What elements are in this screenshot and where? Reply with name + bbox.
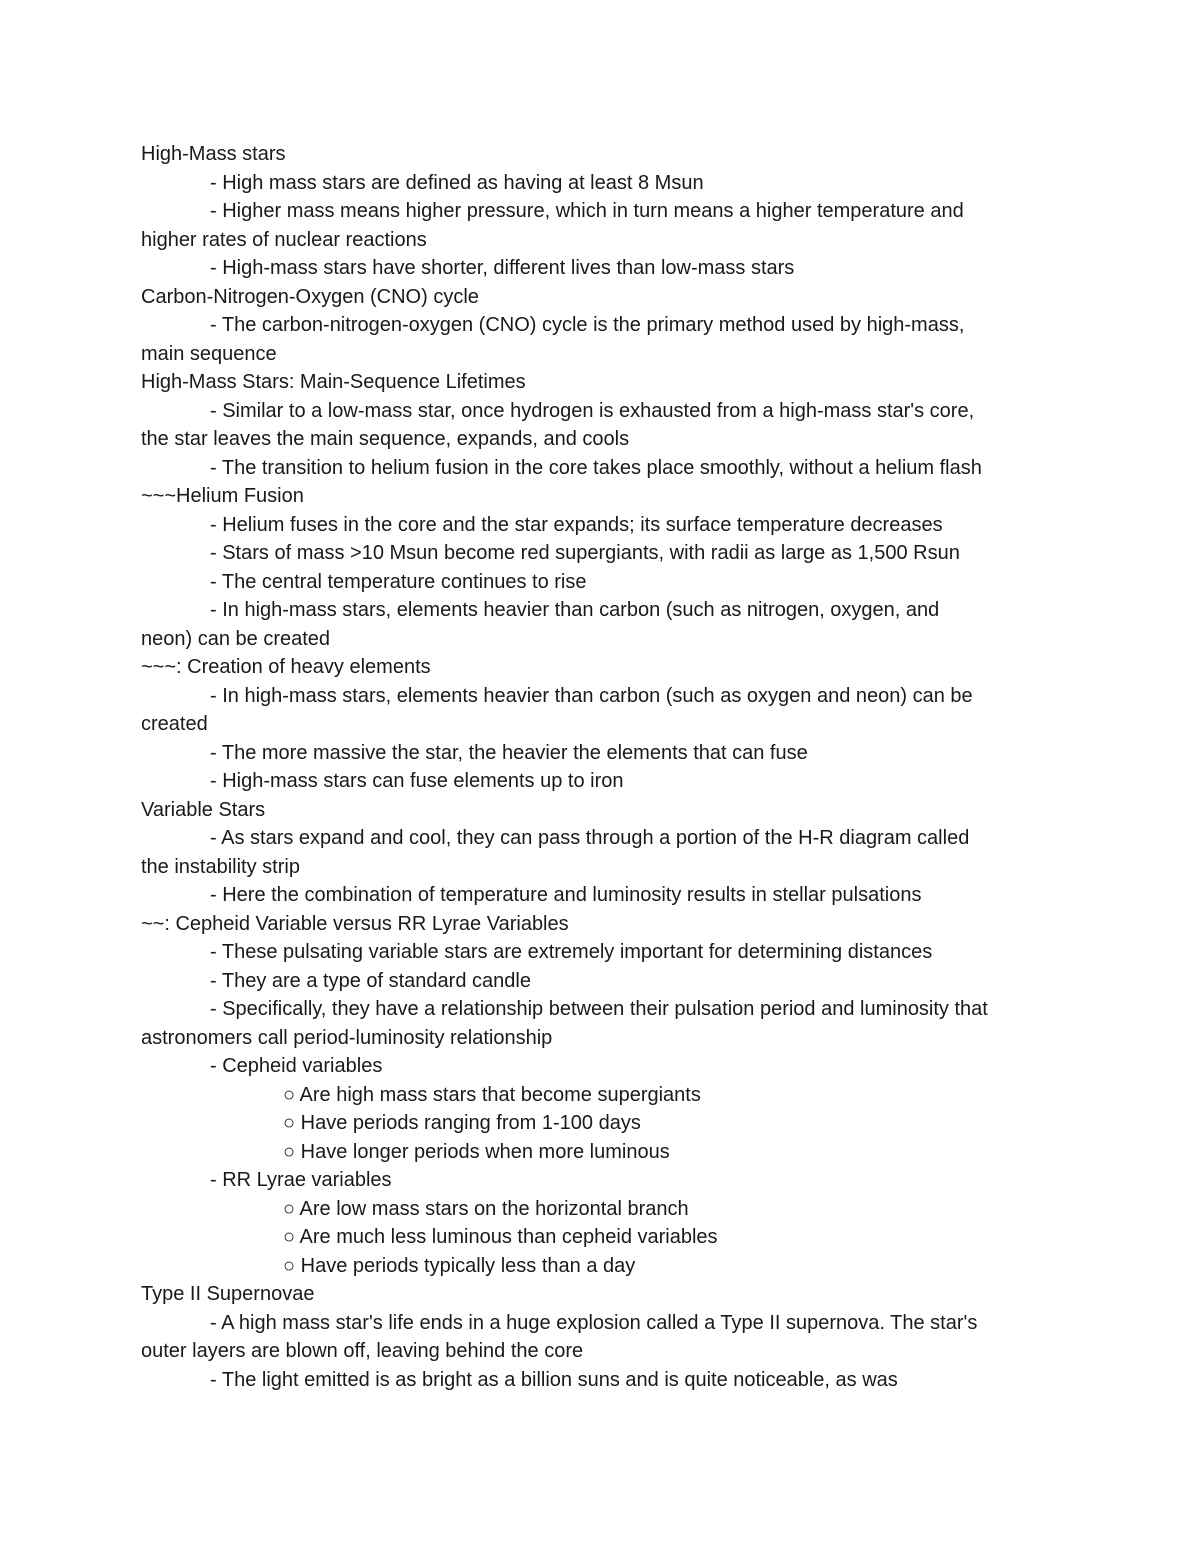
bullet-line: - They are a type of standard candle [210,969,531,992]
bullet-line: - High-mass stars have shorter, different lives than low-mass stars [210,257,795,279]
text-line: ~~~: Creation of heavy elements [141,656,431,678]
text-line: main sequence [141,342,277,365]
text-line: ~~~Helium Fusion [141,485,304,507]
bullet-line: - A high mass star's life ends in a huge explosion called a Type II supernova. The star's [210,1311,978,1334]
bullet-line: - High-mass stars can fuse elements up to iron [210,770,624,792]
text-line: outer layers are blown off, leaving behind the core [141,1340,584,1362]
sub-bullet-line: ○ Have periods ranging from 1-100 days [283,1112,641,1134]
bullet-line: - The carbon-nitrogen-oxygen (CNO) cycle is the primary method used by high-mass, [210,314,965,336]
bullet-line: - The light emitted is as bright as a billion suns and is quite noticeable, as was [210,1368,898,1391]
bullet-line: - The more massive the star, the heavier the elements that can fuse [210,741,808,764]
text-line: Type II Supernovae [141,1283,315,1305]
text-line: the star leaves the main sequence, expands, and cools [141,428,630,450]
sub-bullet-line: ○ Are much less luminous than cepheid variables [283,1226,718,1248]
bullet-line: - RR Lyrae variables [210,1169,392,1191]
bullet-line: - High mass stars are defined as having at least 8 Msun [210,171,704,194]
bullet-line: - The central temperature continues to rise [210,570,587,593]
text-line: neon) can be created [141,627,331,650]
bullet-line: - Helium fuses in the core and the star expands; its surface temperature decreases [210,513,943,536]
bullet-line: - Specifically, they have a relationship between their pulsation period and luminosity that [210,998,988,1020]
text-line: High-Mass Stars: Main-Sequence Lifetimes [141,371,526,393]
bullet-line: - In high-mass stars, elements heavier than carbon (such as nitrogen, oxygen, and [210,599,940,621]
text-line: the instability strip [141,855,300,878]
bullet-line: - Stars of mass >10 Msun become red supergiants, with radii as large as 1,500 Rsun [210,542,960,564]
text-line: higher rates of nuclear reactions [141,228,427,251]
text-line: Carbon-Nitrogen-Oxygen (CNO) cycle [141,285,479,308]
sub-bullet-line: ○ Are low mass stars on the horizontal branch [283,1197,689,1220]
document-page [141,140,1061,1394]
bullet-line: - As stars expand and cool, they can pass through a portion of the H-R diagram called [210,827,970,849]
bullet-line: - Higher mass means higher pressure, which in turn means a higher temperature and [210,200,964,222]
text-line: created [141,713,208,735]
text-line: ~~: Cepheid Variable versus RR Lyrae Variables [141,912,569,935]
bullet-line: - Cepheid variables [210,1055,383,1077]
sub-bullet-line: ○ Have longer periods when more luminous [283,1140,670,1163]
text-line: Variable Stars [141,798,266,821]
sub-bullet-line: ○ Have periods typically less than a day [283,1254,636,1277]
text-line: High-Mass stars [141,143,286,165]
bullet-line: - These pulsating variable stars are extremely important for determining distances [210,941,933,963]
bullet-line: - In high-mass stars, elements heavier than carbon (such as oxygen and neon) can be [210,684,973,707]
bullet-line: - The transition to helium fusion in the core takes place smoothly, without a helium flash [210,456,982,479]
bullet-line: - Here the combination of temperature and luminosity results in stellar pulsations [210,884,922,906]
sub-bullet-line: ○ Are high mass stars that become supergiants [283,1083,701,1106]
bullet-line: - Similar to a low-mass star, once hydrogen is exhausted from a high-mass star's core, [210,399,975,422]
text-line: astronomers call period-luminosity relationship [141,1026,553,1049]
